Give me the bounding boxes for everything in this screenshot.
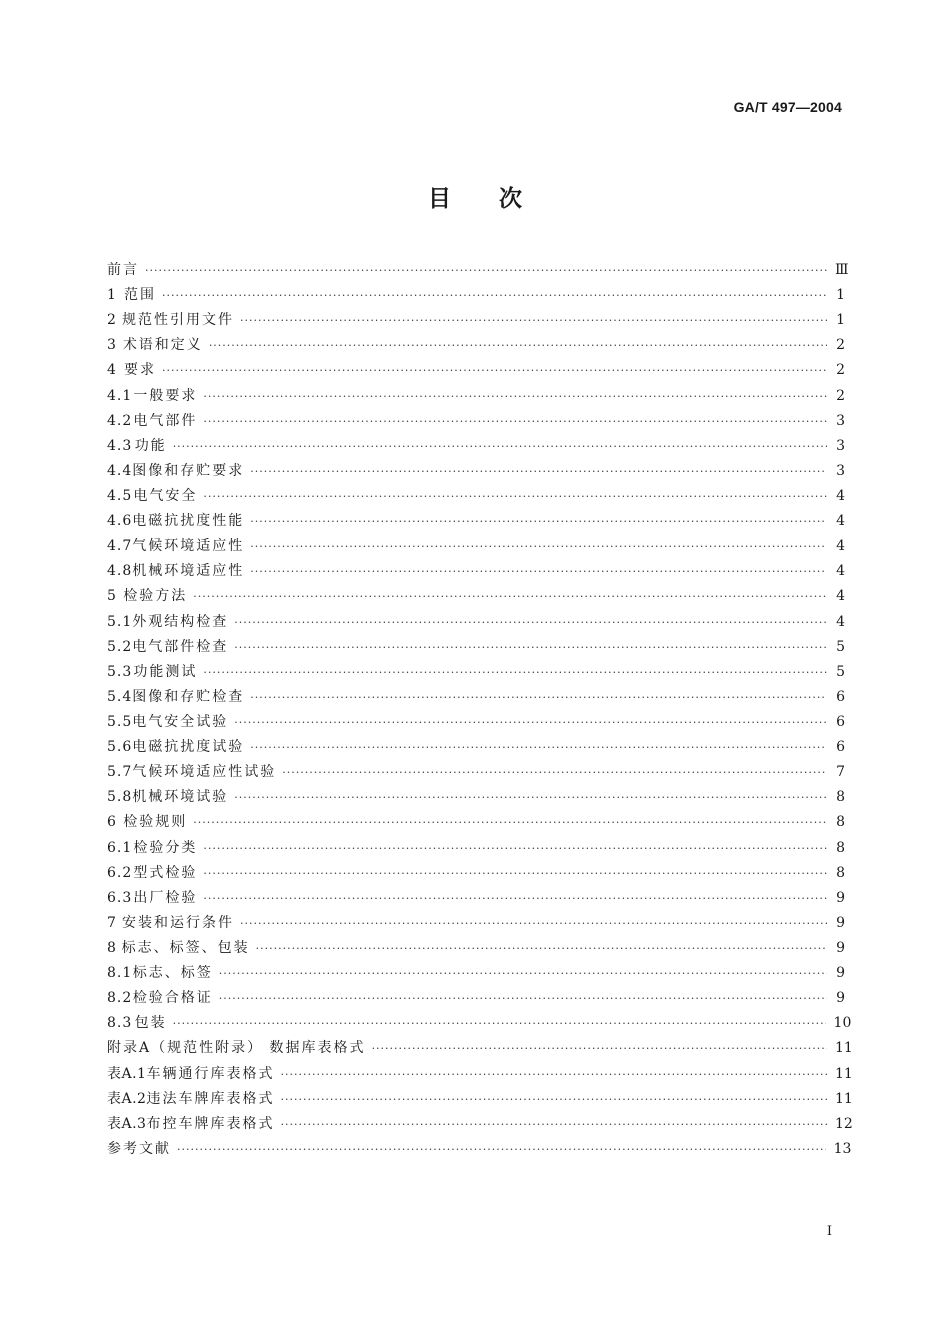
toc-entry-number: 8.2 — [107, 990, 133, 1007]
toc-leader-dots — [240, 911, 827, 936]
document-code: GA/T 497—2004 — [733, 99, 842, 115]
toc-entry-label: 电气安全试验 — [132, 713, 229, 730]
toc-entry-page: 12 — [835, 1115, 853, 1132]
toc-title-right: 次 — [499, 186, 522, 212]
toc-entry[interactable] — [107, 660, 845, 685]
toc-entry-page: 2 — [836, 387, 845, 404]
toc-leader-dots — [209, 333, 827, 358]
toc-entry-label: 参考文献 — [107, 1140, 171, 1157]
toc-entry[interactable] — [107, 610, 845, 635]
toc-leader-dots — [280, 1112, 827, 1137]
toc-leader-dots — [177, 1137, 826, 1162]
toc-leader-dots — [250, 559, 827, 584]
toc-entry-number: 5.2 — [107, 638, 133, 655]
toc-leader-dots — [162, 283, 827, 308]
toc-entry-label: 车辆通行库表格式 — [146, 1065, 275, 1082]
toc-leader-dots — [234, 710, 827, 735]
toc-entry[interactable] — [107, 358, 845, 383]
toc-entry[interactable] — [107, 861, 845, 886]
page-number: I — [826, 1224, 832, 1239]
toc-entry-label: 电磁抗扰度试验 — [132, 739, 245, 756]
toc-entry-page: 2 — [836, 337, 845, 354]
toc-entry[interactable] — [107, 710, 845, 735]
toc-entry-label: 图像和存贮检查 — [132, 688, 245, 705]
toc-entry-page: 4 — [836, 588, 845, 605]
toc-entry[interactable] — [107, 534, 845, 559]
toc-entry[interactable] — [107, 559, 845, 584]
toc-entry[interactable] — [107, 1036, 853, 1061]
toc-entry[interactable] — [107, 258, 849, 283]
toc-entry-page: 9 — [836, 965, 845, 982]
toc-entry[interactable] — [107, 384, 845, 409]
toc-leader-dots — [234, 785, 827, 810]
toc-entry[interactable] — [107, 936, 845, 961]
toc-leader-dots — [256, 936, 827, 961]
toc-leader-dots — [280, 1062, 827, 1087]
toc-entry[interactable] — [107, 509, 845, 534]
toc-entry-number: 5.4 — [107, 688, 133, 705]
toc-entry-page: 8 — [836, 864, 845, 881]
toc-entry-number: 5 — [107, 588, 117, 605]
toc-entry-number: 4.8 — [107, 563, 133, 580]
toc-leader-dots — [250, 459, 827, 484]
toc-leader-dots — [250, 534, 827, 559]
toc-entry-page: 7 — [836, 764, 845, 781]
toc-leader-dots — [203, 836, 827, 861]
toc-entry-label: 术语和定义 — [122, 337, 203, 354]
toc-leader-dots — [280, 1087, 827, 1112]
toc-leader-dots — [203, 660, 827, 685]
toc-entry-number: 表A.3 — [107, 1115, 147, 1132]
toc-entry-page: 4 — [836, 563, 845, 580]
toc-leader-dots — [203, 384, 827, 409]
toc-entry[interactable] — [107, 434, 845, 459]
toc-entry-number: 4.7 — [107, 538, 133, 555]
toc-entry-number: 4.1 — [107, 387, 133, 404]
toc-entry-label: 附录A（规范性附录） 数据库表格式 — [107, 1040, 366, 1057]
toc-entry-number: 1 — [107, 287, 117, 304]
toc-entry-page: 6 — [836, 713, 845, 730]
toc-entry-label: 范围 — [124, 287, 157, 304]
toc-entry-page: 1 — [836, 287, 845, 304]
toc-entry-page: 8 — [836, 789, 845, 806]
toc-entry-page: 13 — [833, 1140, 852, 1157]
toc-entry[interactable] — [107, 810, 845, 835]
toc-entry[interactable] — [107, 911, 845, 936]
toc-leader-dots — [250, 685, 827, 710]
toc-leader-dots — [234, 610, 827, 635]
toc-entry[interactable] — [107, 584, 845, 609]
toc-entry-page: 2 — [836, 362, 845, 379]
toc-entry-label: 机械环境适应性 — [132, 563, 245, 580]
toc-entry-number: 表A.1 — [107, 1065, 147, 1082]
toc-entry-number: 表A.2 — [107, 1090, 147, 1107]
toc-entry-page: 6 — [836, 739, 845, 756]
toc-entry-number: 8.1 — [107, 965, 133, 982]
toc-leader-dots — [219, 986, 827, 1011]
toc-entry[interactable] — [107, 635, 845, 660]
toc-entry-number: 6.3 — [107, 889, 133, 906]
toc-entry-label: 功能 — [134, 437, 167, 454]
toc-entry[interactable] — [107, 409, 845, 434]
toc-leader-dots — [173, 434, 827, 459]
toc-entry[interactable] — [107, 986, 845, 1011]
toc-entry-number: 5.6 — [107, 739, 133, 756]
toc-entry-number: 3 — [107, 337, 117, 354]
toc-leader-dots — [219, 961, 827, 986]
toc-entry-number: 4.2 — [107, 412, 133, 429]
toc-entry-label: 布控车牌库表格式 — [146, 1115, 275, 1132]
toc-entry[interactable] — [107, 1137, 852, 1162]
toc-entry-label: 标志、标签 — [132, 965, 213, 982]
toc-leader-dots — [250, 735, 827, 760]
toc-entry[interactable] — [107, 459, 845, 484]
toc-entry-label: 安装和运行条件 — [122, 914, 235, 931]
toc-entry-number: 2 — [107, 312, 117, 329]
toc-entry[interactable] — [107, 484, 845, 509]
toc-entry-label: 标志、标签、包装 — [121, 939, 250, 956]
toc-entry[interactable] — [107, 685, 845, 710]
toc-entry-number: 5.3 — [107, 663, 133, 680]
toc-entry-page: 11 — [835, 1040, 853, 1057]
toc-entry-label: 电磁抗扰度性能 — [132, 513, 245, 530]
toc-entry-page: 3 — [836, 462, 845, 479]
toc-title — [0, 180, 950, 213]
toc-entry-page: 3 — [836, 437, 845, 454]
toc-entry-label: 电气安全 — [133, 487, 198, 504]
toc-entry-label: 检验合格证 — [132, 990, 213, 1007]
toc-entry-label: 出厂检验 — [133, 889, 198, 906]
toc-entry-page: Ⅲ — [835, 262, 849, 278]
toc-entry-label: 电气部件检查 — [132, 638, 229, 655]
toc-entry-label: 包装 — [134, 1015, 167, 1032]
toc-entry-label: 检验规则 — [123, 814, 188, 831]
toc-entry-page: 9 — [836, 990, 845, 1007]
toc-entry[interactable] — [107, 1112, 853, 1137]
toc-entry-label: 气候环境适应性试验 — [132, 764, 277, 781]
toc-entry-number: 4.6 — [107, 513, 133, 530]
toc-leader-dots — [282, 760, 827, 785]
toc-leader-dots — [193, 584, 827, 609]
toc-entry-page: 8 — [836, 839, 845, 856]
toc-entry-label: 违法车牌库表格式 — [146, 1090, 275, 1107]
toc-entry-page: 4 — [836, 538, 845, 555]
table-of-contents — [107, 258, 853, 1162]
toc-leader-dots — [250, 509, 827, 534]
toc-entry[interactable] — [107, 333, 845, 358]
toc-entry-label: 要求 — [124, 362, 157, 379]
toc-entry[interactable] — [107, 308, 845, 333]
toc-entry-number: 4.4 — [107, 462, 133, 479]
toc-entry-label: 气候环境适应性 — [132, 538, 245, 555]
toc-entry-page: 11 — [835, 1090, 853, 1107]
toc-entry-label: 检验方法 — [123, 588, 188, 605]
toc-entry[interactable] — [107, 886, 845, 911]
toc-entry-label: 型式检验 — [133, 864, 198, 881]
toc-entry-page: 9 — [836, 939, 845, 956]
toc-leader-dots — [173, 1011, 826, 1036]
toc-entry-page: 9 — [836, 914, 845, 931]
toc-entry[interactable] — [107, 1062, 853, 1087]
toc-entry-label: 规范性引用文件 — [122, 312, 235, 329]
toc-entry-number: 5.5 — [107, 713, 133, 730]
toc-leader-dots — [162, 358, 827, 383]
toc-entry-label: 功能测试 — [133, 663, 198, 680]
toc-entry-number: 6.2 — [107, 864, 133, 881]
toc-leader-dots — [203, 861, 827, 886]
toc-entry-label: 前言 — [107, 262, 139, 278]
toc-entry-page: 5 — [836, 663, 845, 680]
toc-entry[interactable] — [107, 836, 845, 861]
toc-entry-page: 1 — [836, 312, 845, 329]
toc-entry-number: 6 — [107, 814, 117, 831]
toc-entry-page: 8 — [836, 814, 845, 831]
toc-entry-page: 4 — [836, 487, 845, 504]
toc-entry-page: 6 — [836, 688, 845, 705]
toc-leader-dots — [193, 810, 827, 835]
toc-entry[interactable] — [107, 961, 845, 986]
toc-entry[interactable] — [107, 283, 845, 308]
toc-entry[interactable] — [107, 1011, 852, 1036]
toc-entry-number: 5.7 — [107, 764, 133, 781]
toc-entry-label: 外观结构检查 — [132, 613, 229, 630]
toc-leader-dots — [203, 409, 827, 434]
toc-entry-label: 图像和存贮要求 — [132, 462, 245, 479]
toc-leader-dots — [203, 886, 827, 911]
toc-entry-page: 3 — [836, 412, 845, 429]
toc-entry-page: 11 — [835, 1065, 853, 1082]
toc-leader-dots — [145, 258, 827, 283]
toc-title-left: 目 — [428, 186, 451, 212]
toc-leader-dots — [240, 308, 827, 333]
toc-entry-label: 检验分类 — [133, 839, 198, 856]
toc-entry-number: 5.1 — [107, 613, 133, 630]
toc-leader-dots — [203, 484, 827, 509]
toc-entry[interactable] — [107, 1087, 853, 1112]
toc-entry-page: 4 — [836, 613, 845, 630]
toc-leader-dots — [234, 635, 827, 660]
toc-entry[interactable] — [107, 760, 845, 785]
toc-entry-number: 7 — [107, 914, 117, 931]
toc-entry-number: 4.5 — [107, 487, 133, 504]
toc-entry-number: 8.3 — [107, 1015, 133, 1032]
toc-entry-page: 5 — [836, 638, 845, 655]
toc-entry-number: 4.3 — [107, 437, 133, 454]
toc-entry-number: 5.8 — [107, 789, 133, 806]
toc-entry-page: 9 — [836, 889, 845, 906]
toc-entry-label: 电气部件 — [133, 412, 198, 429]
toc-entry-number: 4 — [107, 362, 117, 379]
toc-entry-page: 4 — [836, 513, 845, 530]
toc-entry[interactable] — [107, 735, 845, 760]
toc-leader-dots — [372, 1036, 827, 1061]
toc-entry-number: 8 — [107, 939, 117, 956]
toc-entry-page: 10 — [833, 1015, 852, 1032]
toc-entry-number: 6.1 — [107, 839, 133, 856]
toc-entry[interactable] — [107, 785, 845, 810]
toc-entry-label: 一般要求 — [133, 387, 198, 404]
toc-entry-label: 机械环境试验 — [132, 789, 229, 806]
